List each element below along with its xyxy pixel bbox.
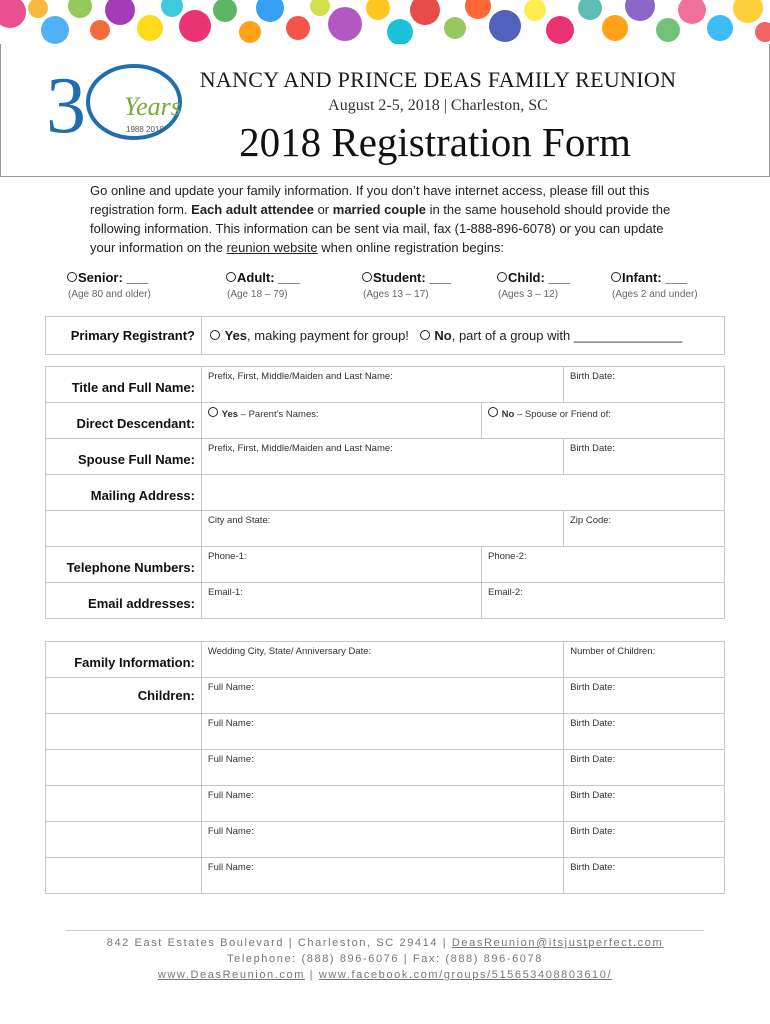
- category-student[interactable]: [362, 270, 451, 285]
- number-children-field[interactable]: [564, 642, 725, 678]
- descendant-no-label: No: [501, 409, 515, 420]
- footer: [66, 930, 704, 983]
- primary-no-text: , part of a group with _______________: [451, 328, 683, 343]
- category-senior[interactable]: [67, 270, 148, 285]
- intro-text: Go online and update your family information. If you don’t have internet access, please fill out this registration form.: [90, 183, 650, 217]
- primary-yes-option[interactable]: [210, 328, 409, 343]
- field-hint: Prefix, First, Middle/Maiden and Last Name:: [208, 371, 393, 382]
- field-hint: Full Name:: [207, 790, 254, 801]
- field-hint: Birth Date:: [570, 754, 616, 765]
- radio-icon[interactable]: [420, 330, 430, 340]
- category-label: Infant: ___: [622, 270, 688, 285]
- phone1-field[interactable]: [202, 547, 482, 583]
- full-name-field[interactable]: [202, 367, 564, 403]
- spouse-label: Spouse Full Name:: [46, 439, 202, 475]
- footer-facebook-link[interactable]: www.facebook.com/groups/515653408803610/: [318, 969, 613, 981]
- email-label: Email addresses:: [46, 583, 202, 619]
- field-hint: Prefix, First, Middle/Maiden and Last Name:: [208, 443, 393, 454]
- child-name-field[interactable]: [201, 858, 563, 894]
- city-state-field[interactable]: [202, 511, 564, 547]
- radio-icon[interactable]: [611, 272, 621, 282]
- field-hint: Birth Date:: [570, 718, 616, 729]
- radio-icon[interactable]: [67, 272, 77, 282]
- child-name-field[interactable]: [201, 678, 563, 714]
- zip-code-field[interactable]: [564, 511, 725, 547]
- child-name-field[interactable]: [201, 786, 563, 822]
- radio-icon[interactable]: [488, 407, 498, 417]
- field-hint: Full Name:: [207, 718, 254, 729]
- category-note: (Ages 2 and under): [612, 289, 698, 300]
- primary-registrant-table: [45, 316, 725, 355]
- email2-field[interactable]: [482, 583, 725, 619]
- footer-website-link[interactable]: www.DeasReunion.com: [157, 969, 306, 981]
- primary-no-label: No: [434, 328, 452, 343]
- radio-icon[interactable]: [210, 330, 220, 340]
- footer-email-link[interactable]: DeasReunion@itsjustperfect.com: [451, 937, 664, 949]
- children-blank-label: [46, 786, 202, 822]
- category-label: Senior: ___: [78, 270, 149, 285]
- child-birth-date-field[interactable]: [564, 858, 725, 894]
- radio-icon[interactable]: [362, 272, 372, 282]
- footer-line-3: [66, 967, 704, 983]
- mailing-address-label: Mailing Address:: [46, 475, 202, 511]
- direct-descendant-label: Direct Descendant:: [46, 403, 202, 439]
- family-info-table: [45, 641, 725, 894]
- form-title: 2018 Registration Form: [239, 119, 631, 165]
- child-name-field[interactable]: [201, 714, 563, 750]
- spouse-birth-date-field[interactable]: [564, 439, 725, 475]
- category-label: Student: ___: [373, 270, 452, 285]
- radio-icon[interactable]: [226, 272, 236, 282]
- category-infant[interactable]: [611, 270, 687, 285]
- descendant-yes-label: Yes: [221, 409, 239, 420]
- footer-line-1: [66, 935, 704, 951]
- field-hint: Birth Date:: [570, 371, 615, 382]
- svg-text:3: 3: [46, 62, 86, 150]
- logo-years-text: Years: [124, 92, 181, 121]
- child-name-field[interactable]: [201, 822, 563, 858]
- footer-address: 842 East Estates Boulevard | Charleston, SC 29414 |: [106, 937, 452, 949]
- field-hint: Full Name:: [207, 754, 254, 765]
- children-blank-label: [46, 858, 202, 894]
- radio-icon[interactable]: [497, 272, 507, 282]
- field-hint: Email-1:: [208, 587, 243, 598]
- primary-yes-text: , making payment for group!: [247, 328, 409, 343]
- family-info-label: Family Information:: [46, 642, 202, 678]
- personal-info-table: [45, 366, 725, 619]
- field-hint: Birth Date:: [570, 443, 615, 454]
- children-label: Children:: [46, 678, 202, 714]
- primary-registrant-label: Primary Registrant?: [46, 317, 202, 355]
- category-label: Adult: ___: [237, 270, 300, 285]
- field-hint: Wedding City, State/ Anniversary Date:: [207, 646, 372, 657]
- field-hint: Number of Children:: [570, 646, 656, 657]
- category-label: Child: ___: [508, 270, 571, 285]
- children-blank-label: [46, 822, 202, 858]
- footer-line-2: Telephone: (888) 896-6076 | Fax: (888) 896-6078: [227, 953, 543, 965]
- child-birth-date-field[interactable]: [564, 750, 725, 786]
- category-note: (Ages 13 – 17): [363, 289, 429, 300]
- footer-separator: |: [305, 969, 319, 981]
- field-hint: Zip Code:: [570, 515, 612, 526]
- email1-field[interactable]: [202, 583, 482, 619]
- intro-text: when online registration begins:: [317, 240, 505, 255]
- birth-date-field[interactable]: [564, 367, 725, 403]
- intro-bold: Each adult attendee: [191, 202, 314, 217]
- primary-no-option[interactable]: [420, 328, 683, 343]
- category-adult[interactable]: [226, 270, 300, 285]
- confetti-banner: [0, 0, 770, 44]
- logo-range-text: 1988 2018: [126, 125, 164, 134]
- child-name-field[interactable]: [201, 750, 563, 786]
- child-birth-date-field[interactable]: [564, 714, 725, 750]
- child-birth-date-field[interactable]: [564, 678, 725, 714]
- category-child[interactable]: [497, 270, 570, 285]
- telephone-label: Telephone Numbers:: [46, 547, 202, 583]
- primary-registrant-options: [202, 317, 725, 355]
- spouse-name-field[interactable]: [202, 439, 564, 475]
- mailing-address-blank-label: [46, 511, 202, 547]
- field-hint: City and State:: [208, 515, 271, 526]
- category-note: (Age 80 and older): [68, 289, 151, 300]
- mailing-address-field[interactable]: [202, 475, 725, 511]
- field-hint: Birth Date:: [570, 862, 616, 873]
- field-hint: Email-2:: [488, 587, 523, 598]
- child-birth-date-field[interactable]: [564, 786, 725, 822]
- field-hint: Full Name:: [207, 682, 254, 693]
- primary-yes-label: Yes: [224, 328, 248, 343]
- reunion-title: NANCY AND PRINCE DEAS FAMILY REUNION: [199, 67, 677, 92]
- category-note: (Age 18 – 79): [227, 289, 288, 300]
- radio-icon[interactable]: [208, 407, 218, 417]
- 30-years-logo: [44, 60, 194, 150]
- descendant-no-field[interactable]: [482, 403, 725, 439]
- intro-bold: married couple: [332, 202, 426, 217]
- field-hint: Phone-1:: [208, 551, 247, 562]
- reunion-website-link[interactable]: reunion website: [226, 240, 318, 255]
- wedding-field[interactable]: [201, 642, 563, 678]
- intro-paragraph: [90, 181, 690, 257]
- intro-text: in the same household should provide the following information. This information can be sent via mail, fax (1-888-896-6078) or you can update your information on the: [90, 202, 671, 255]
- descendant-no-text: – Spouse or Friend of:: [514, 409, 611, 420]
- descendant-yes-field[interactable]: [202, 403, 482, 439]
- phone2-field[interactable]: [482, 547, 725, 583]
- field-hint: Full Name:: [207, 826, 254, 837]
- field-hint: Birth Date:: [570, 682, 616, 693]
- children-blank-label: [46, 714, 202, 750]
- reunion-subtitle: August 2-5, 2018 | Charleston, SC: [328, 97, 548, 114]
- title-name-label: Title and Full Name:: [46, 367, 202, 403]
- field-hint: Phone-2:: [488, 551, 527, 562]
- field-hint: Full Name:: [207, 862, 254, 873]
- field-hint: Birth Date:: [570, 790, 616, 801]
- children-blank-label: [46, 750, 202, 786]
- child-birth-date-field[interactable]: [564, 822, 725, 858]
- category-note: (Ages 3 – 12): [498, 289, 559, 300]
- descendant-yes-text: – Parent’s Names:: [238, 409, 319, 420]
- intro-text: or: [313, 202, 333, 217]
- field-hint: Birth Date:: [570, 826, 616, 837]
